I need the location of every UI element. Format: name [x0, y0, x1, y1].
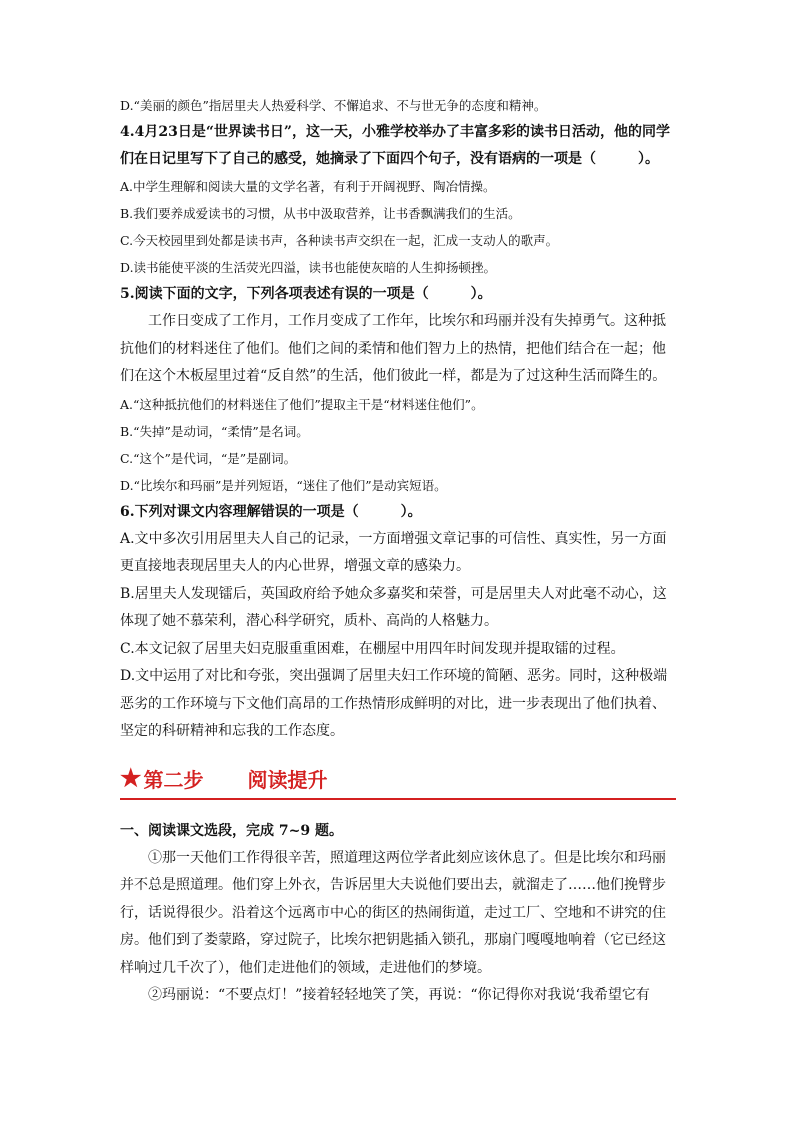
star-icon: ★	[120, 763, 142, 792]
q5-option-c: C.“这个”是代词，“是”是副词。	[120, 450, 297, 466]
question-6	[120, 499, 676, 746]
q6-stem: 6.下列对课文内容理解错误的一项是（ ）。	[120, 503, 422, 520]
section-step: 第二步	[143, 768, 204, 792]
q4-stem-line-1: 4.4月23日是“世界读书日”，这一天，小雅学校举办了丰富多彩的读书日活动，他的同学	[120, 124, 670, 140]
q6-option-a: A.文中多次引用居里夫人自己的记录，一方面增强文章记事的可信性、真实性，另一方面更直接地表现居里夫人的内心世界，增强文章的感染力。	[120, 530, 667, 574]
q5-passage: 工作日变成了工作月，工作月变成了工作年，比埃尔和玛丽并没有失掉勇气。这种抵抗他们的材料迷住了他们。他们之间的柔情和他们智力上的热情，把他们结合在一起；他们在这个木板屋里过着“反自然”的生活，他们彼此一样，都是为了过这种生活而降生的。	[120, 313, 667, 384]
question-5	[120, 281, 676, 499]
q5-option-d: D.“比埃尔和玛丽”是并列短语，“迷住了他们”是动宾短语。	[120, 477, 447, 493]
q6-option-b: B.居里夫人发现镭后，英国政府给予她众多嘉奖和荣誉，可是居里夫人对此毫不动心，这体现了她不慕荣利，潜心科学研究，质朴、高尚的人格魅力。	[120, 585, 667, 629]
q3-option-d: D.“美丽的颜色”指居里夫人热爱科学、不懈追求、不与世无争的态度和精神。	[120, 98, 547, 113]
q5-option-b: B.“失掉”是动词，“柔情”是名词。	[120, 423, 309, 439]
question-4	[120, 119, 676, 281]
q4-option-d: D.读书能使平淡的生活荧光四溢，读书也能使灰暗的人生抑扬顿挫。	[120, 260, 497, 275]
q6-option-c: C.本文记叙了居里夫妇克服重重困难，在棚屋中用四年时间发现并提取镭的过程。	[120, 640, 625, 657]
passage-paragraph-2: ②玛丽说：“不要点灯！”接着轻轻地笑了笑，再说：“你记得你对我说‘我希望它有	[148, 987, 650, 1003]
section-header	[120, 760, 676, 800]
q5-stem: 5.阅读下面的文字，下列各项表述有误的一项是（ ）。	[120, 286, 492, 302]
q6-option-d: D.文中运用了对比和夸张，突出强调了居里夫妇工作环境的简陋、恶劣。同时，这种极端恶劣的工作环境与下文他们高昂的工作热情形成鲜明的对比，进一步表现出了他们执着、坚定的科研精神和忘我的工作态度。	[120, 668, 668, 739]
q4-option-a: A.中学生理解和阅读大量的文学名著，有利于开阔视野、陶冶情操。	[120, 179, 496, 194]
page-content	[120, 92, 676, 1010]
q4-option-c: C.今天校园里到处都是读书声，各种读书声交织在一起，汇成一支动人的歌声。	[120, 233, 559, 248]
part1-heading: 一、阅读课文选段，完成 7~9 题。	[120, 822, 343, 839]
q4-option-b: B.我们要养成爱读书的习惯，从书中汲取营养，让书香飘满我们的生活。	[120, 206, 521, 221]
q5-option-a: A.“这种抵抗他们的材料迷住了他们”提取主干是“材料迷住他们”。	[120, 396, 484, 412]
passage-paragraph-1: ①那一天他们工作得很辛苦，照道理这两位学者此刻应该休息了。但是比埃尔和玛丽并不总是照道理。他们穿上外衣，告诉居里大夫说他们要出去，就溜走了……他们挽臂步行，话说得很少。沿着这个远离市中心的街区的热闹街道，走过工厂、空地和不讲究的住房。他们到了娄蒙路，穿过院子，比埃尔把钥匙插入锁孔，那扇门嘎嘎地响着（它已经这样响过几千次了），他们走进他们的领域，走进他们的梦境。	[120, 849, 666, 976]
q4-stem-line-2: 们在日记里写下了自己的感受，她摘录了下面四个句子，没有语病的一项是（ ）。	[120, 151, 659, 167]
part-1	[120, 818, 676, 1010]
section-title: 阅读提升	[247, 768, 328, 792]
